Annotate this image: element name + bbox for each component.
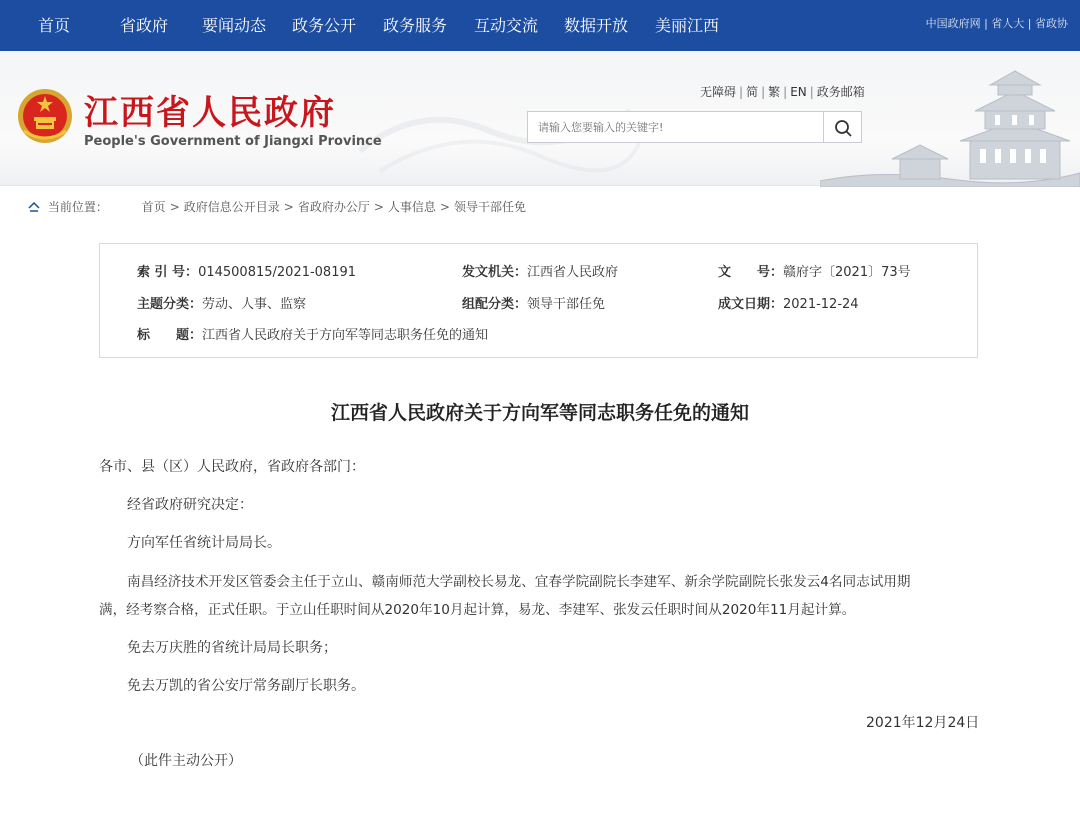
link-traditional[interactable]: 繁 (768, 85, 781, 99)
info-date: 成文日期：2021-12-24 (718, 297, 859, 312)
national-emblem-icon (16, 87, 74, 145)
link-cppcc[interactable]: 省政协 (1035, 17, 1068, 30)
nav-gov-affairs-public[interactable]: 政务公开 (292, 16, 357, 35)
site-subtitle: People's Government of Jiangxi Province (84, 134, 382, 149)
article-disclosure-note: （此件主动公开） (130, 753, 242, 769)
info-index: 索 引 号：014500815/2021-08191 (137, 265, 357, 280)
top-navigation (0, 0, 1080, 51)
home-icon (28, 202, 40, 212)
site-header (0, 51, 1080, 186)
link-provincial-congress[interactable]: 省人大 (991, 17, 1025, 30)
nav-gov-services[interactable]: 政务服务 (383, 16, 448, 35)
external-links: 中国政府网 | 省人大 | 省政协 (925, 17, 1068, 30)
breadcrumb-home[interactable]: 首页 (141, 200, 166, 214)
article-title: 江西省人民政府关于方向军等同志职务任免的通知 (330, 402, 749, 424)
link-china-gov[interactable]: 中国政府网 (925, 17, 981, 30)
link-gov-mail[interactable]: 政务邮箱 (816, 85, 865, 99)
info-issuer: 发文机关：江西省人民政府 (462, 265, 619, 280)
article-paragraph-1: 经省政府研究决定： (127, 497, 253, 513)
article-date: 2021年12月24日 (866, 715, 980, 731)
link-simplified[interactable]: 简 (746, 85, 759, 99)
article-paragraph-3-line-1: 南昌经济技术开发区管委会主任于立山、赣南师范大学副校长易龙、宜春学院副院长李建军、新余学院副院长张发云4名同志试用期 (127, 574, 911, 590)
link-accessibility[interactable]: 无障碍 (700, 85, 737, 99)
breadcrumb-appointments[interactable]: 领导干部任免 (453, 200, 526, 214)
info-title: 标 题：江西省人民政府关于方向军等同志职务任免的通知 (137, 328, 489, 343)
search-input[interactable] (527, 111, 824, 143)
nav-home[interactable]: 首页 (38, 16, 71, 35)
article-paragraph-3-line-2: 满，经考察合格，正式任职。于立山任职时间从2020年10月起计算，易龙、李建军、张发云任职时间从2020年11月起计算。 (99, 602, 856, 618)
link-english[interactable]: EN (790, 85, 807, 99)
article-paragraph-2: 方向军任省统计局局长。 (127, 535, 281, 551)
breadcrumb-label: 当前位置： (47, 200, 108, 214)
tengwang-pavilion-illustration (820, 69, 1080, 187)
breadcrumb-personnel[interactable]: 人事信息 (387, 200, 436, 214)
nav-news[interactable]: 要闻动态 (202, 16, 267, 35)
breadcrumb: 当前位置： 首页 > 政府信息公开目录 > 省政府办公厅 > 人事信息 > 领导干部任免 (28, 198, 526, 215)
info-docno: 文 号：赣府字〔2021〕73号 (718, 265, 911, 280)
utility-links: 无障碍 | 简 | 繁 | EN | 政务邮箱 (700, 85, 865, 99)
article-paragraph-5: 免去万凯的省公安厅常务副厅长职务。 (127, 678, 365, 694)
site-title: 江西省人民政府 (84, 93, 336, 133)
nav-beautiful-jiangxi[interactable]: 美丽江西 (655, 16, 720, 35)
nav-open-data[interactable]: 数据开放 (564, 16, 629, 35)
article-salutation: 各市、县（区）人民政府，省政府各部门： (99, 459, 365, 475)
info-topic: 主题分类：劳动、人事、监察 (137, 297, 307, 312)
info-category: 组配分类：领导干部任免 (462, 297, 606, 312)
document-info-box (99, 243, 978, 358)
article-paragraph-4: 免去万庆胜的省统计局局长职务； (127, 640, 337, 656)
nav-interaction[interactable]: 互动交流 (474, 16, 539, 35)
nav-province-gov[interactable]: 省政府 (120, 16, 169, 35)
breadcrumb-catalog[interactable]: 政府信息公开目录 (183, 200, 280, 214)
breadcrumb-office[interactable]: 省政府办公厅 (297, 200, 370, 214)
